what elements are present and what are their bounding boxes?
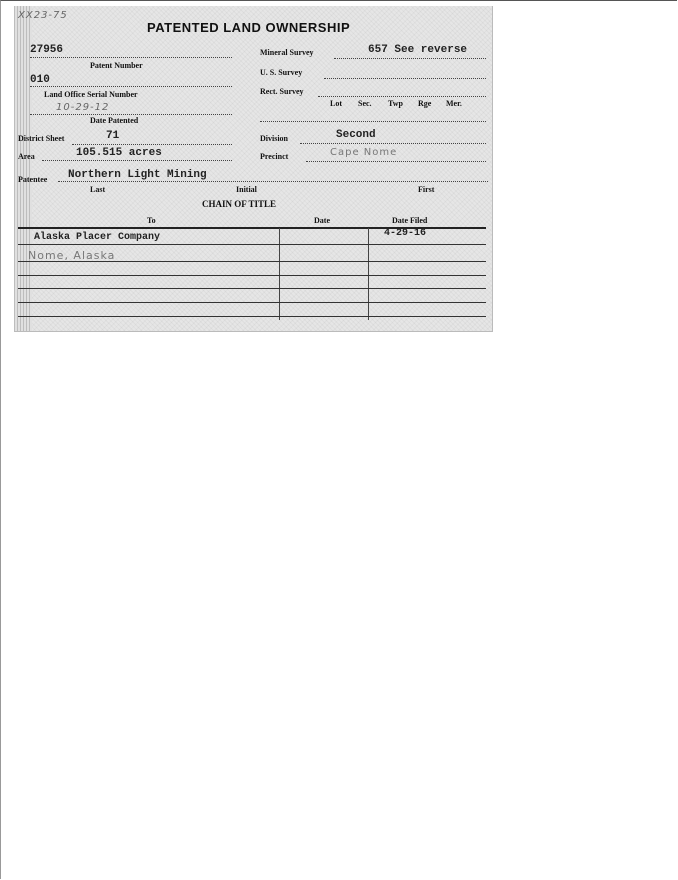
land-office-value: 010 — [30, 74, 50, 86]
table-row-rule-2 — [18, 261, 486, 262]
us-survey-line — [324, 78, 486, 79]
rect-survey-entry-line — [260, 121, 486, 122]
district-sheet-value: 71 — [106, 130, 120, 142]
division-value: Second — [336, 129, 376, 141]
district-sheet-label: District Sheet — [18, 134, 65, 143]
rect-col-rge: Rge — [418, 99, 432, 108]
land-ownership-card — [14, 6, 493, 332]
rect-col-twp: Twp — [388, 99, 403, 108]
district-sheet-line — [72, 144, 232, 145]
table-row-rule-4 — [18, 288, 486, 289]
division-label: Division — [260, 134, 289, 143]
patentee-value: Northern Light Mining — [68, 169, 207, 181]
row2-pencil-note: Nome, Alaska — [28, 249, 116, 262]
precinct-line — [306, 161, 486, 162]
table-divider-2 — [368, 228, 369, 320]
name-first-label: First — [418, 185, 435, 194]
rect-survey-label: Rect. Survey — [260, 87, 304, 96]
corner-note: XX23-75 — [18, 10, 68, 21]
date-patented-label: Date Patented — [90, 116, 139, 125]
col-date-header: Date — [314, 216, 330, 225]
division-line — [300, 143, 486, 144]
rect-col-mer: Mer. — [446, 99, 462, 108]
name-initial-label: Initial — [236, 185, 257, 194]
us-survey-label: U. S. Survey — [260, 68, 303, 77]
land-office-label: Land Office Serial Number — [44, 90, 138, 99]
chain-of-title-heading: CHAIN OF TITLE — [202, 199, 277, 209]
area-value: 105.515 acres — [76, 147, 162, 159]
patentee-label: Patentee — [18, 175, 48, 184]
name-last-label: Last — [90, 185, 106, 194]
row1-to: Alaska Placer Company — [34, 232, 161, 243]
patent-number-line — [30, 57, 232, 58]
row1-date-filed: 4-29-16 — [384, 228, 427, 239]
card-title: PATENTED LAND OWNERSHIP — [147, 20, 351, 35]
rect-col-sec: Sec. — [358, 99, 372, 108]
rect-survey-line — [318, 96, 486, 97]
area-line — [42, 160, 232, 161]
land-office-line — [30, 86, 232, 87]
precinct-label: Precinct — [260, 152, 289, 161]
table-row-rule-1 — [18, 244, 486, 245]
date-patented-value: 10-29-12 — [56, 102, 110, 113]
date-patented-line — [30, 114, 232, 115]
precinct-value: Cape Nome — [330, 147, 398, 158]
patentee-line — [58, 181, 488, 182]
table-row-rule-3 — [18, 275, 486, 276]
mineral-survey-value: 657 See reverse — [368, 44, 468, 56]
patent-number-value: 27956 — [30, 44, 64, 56]
col-date-filed-header: Date Filed — [392, 216, 428, 225]
table-divider-1 — [279, 228, 280, 320]
area-label: Area — [18, 152, 35, 161]
table-row-rule-6 — [18, 316, 486, 317]
mineral-survey-line — [334, 58, 486, 59]
rect-col-lot: Lot — [330, 99, 342, 108]
col-to-header: To — [147, 216, 156, 225]
table-row-rule-5 — [18, 302, 486, 303]
patent-number-label: Patent Number — [90, 61, 143, 70]
mineral-survey-label: Mineral Survey — [260, 48, 314, 57]
